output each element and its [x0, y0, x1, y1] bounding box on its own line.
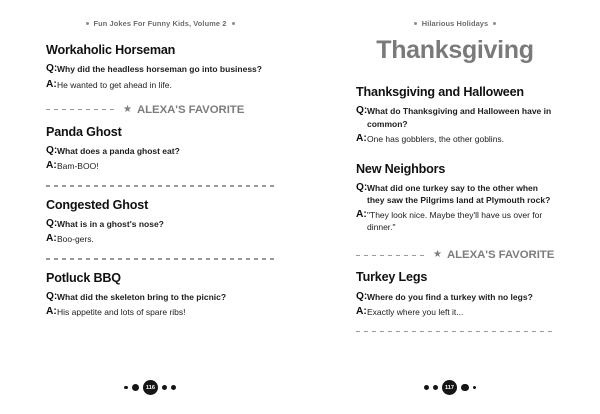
question-label: Q:: [356, 290, 368, 302]
joke-question: [356, 105, 554, 129]
right-page-folio: [300, 380, 600, 395]
question-text: What does a panda ghost eat?: [57, 146, 180, 157]
question-text: Why did the headless horseman go into business?: [57, 64, 262, 75]
joke-answer: [46, 233, 274, 245]
joke-entry: [356, 162, 554, 234]
question-label: Q:: [46, 63, 58, 75]
alexas-favorite-label: ALEXA'S FAVORITE: [136, 103, 245, 116]
folio-dot-icon: [433, 385, 438, 390]
joke-question: [356, 291, 554, 303]
answer-label: A:: [356, 209, 367, 221]
joke-question: [46, 145, 274, 157]
page-number: 117: [442, 380, 457, 395]
folio-dot-icon: [473, 386, 477, 390]
question-text: What is in a ghost's nose?: [57, 219, 164, 230]
right-page: [300, 0, 600, 414]
answer-label: A:: [46, 160, 57, 172]
joke-entry: [46, 43, 274, 91]
answer-text: Boo-gers.: [57, 234, 94, 245]
question-text: What did the skeleton bring to the picnic?: [57, 292, 227, 303]
joke-answer: [356, 133, 554, 145]
answer-text: He wanted to get ahead in life.: [57, 79, 172, 90]
alexas-favorite-marker: [46, 104, 274, 116]
joke-entry: [356, 270, 554, 318]
question-label: Q:: [46, 218, 58, 230]
ornament-dot-icon: [414, 22, 417, 25]
answer-text: His appetite and lots of spare ribs!: [57, 307, 186, 318]
folio-dot-icon: [461, 384, 469, 392]
joke-question: [46, 291, 274, 303]
section-divider: [46, 185, 274, 187]
joke-answer: [46, 79, 274, 91]
answer-text: Exactly where you left it...: [367, 306, 464, 317]
star-icon: ★: [433, 249, 442, 261]
joke-question: [46, 63, 274, 75]
joke-entry: [46, 125, 274, 173]
right-running-head: [356, 0, 554, 28]
answer-text: Bam-BOO!: [57, 161, 99, 172]
folio-dot-icon: [162, 385, 167, 390]
joke-entry: [46, 271, 274, 319]
alexas-favorite-marker: [356, 249, 554, 261]
section-divider: [356, 331, 554, 333]
folio-dot-icon: [171, 385, 176, 390]
joke-title: Workaholic Horseman: [46, 43, 176, 57]
chapter-title: Thanksgiving: [376, 36, 534, 64]
joke-title: Congested Ghost: [46, 197, 149, 212]
question-label: Q:: [356, 105, 368, 117]
question-text: What do Thanksgiving and Halloween have in common?: [367, 106, 552, 129]
ornament-dot-icon: [493, 22, 496, 25]
answer-label: A:: [46, 78, 57, 90]
answer-label: A:: [356, 132, 367, 144]
answer-text: One has gobblers, the other goblins.: [367, 133, 505, 144]
question-text: Where do you find a turkey with no legs?: [367, 291, 533, 302]
answer-label: A:: [46, 233, 57, 245]
left-running-head-text: Fun Jokes For Funny Kids, Volume 2: [93, 19, 227, 28]
ornament-dot-icon: [232, 22, 235, 25]
joke-answer: [356, 306, 554, 318]
question-label: Q:: [46, 291, 58, 303]
folio-dot-icon: [424, 385, 429, 390]
left-running-head: [46, 0, 274, 28]
joke-question: [356, 182, 554, 206]
dashed-rule: [46, 109, 118, 111]
joke-title: Panda Ghost: [46, 124, 122, 139]
joke-answer: [46, 160, 274, 172]
star-icon: ★: [123, 103, 132, 115]
folio-dot-icon: [124, 386, 128, 390]
question-label: Q:: [356, 182, 368, 194]
joke-answer: [356, 209, 554, 233]
page-number: 116: [143, 380, 158, 395]
answer-label: A:: [356, 305, 367, 317]
dashed-rule: [356, 255, 428, 257]
joke-title: Turkey Legs: [356, 270, 428, 285]
joke-title: Thanksgiving and Halloween: [356, 85, 524, 99]
joke-entry: [356, 85, 554, 145]
question-text: What did one turkey say to the other when they saw the Pilgrims land at Plymouth rock?: [367, 183, 551, 206]
joke-title: New Neighbors: [356, 161, 446, 176]
answer-text: "They look nice. Maybe they'll have us over for dinner.": [367, 210, 543, 233]
joke-entry: [46, 198, 274, 246]
question-label: Q:: [46, 145, 58, 157]
joke-answer: [46, 306, 274, 318]
section-divider: [46, 258, 274, 260]
answer-label: A:: [46, 306, 57, 318]
folio-dot-icon: [132, 384, 140, 392]
left-page-folio: [0, 380, 300, 395]
joke-question: [46, 218, 274, 230]
ornament-dot-icon: [86, 22, 89, 25]
right-running-head-text: Hilarious Holidays: [421, 19, 489, 28]
alexas-favorite-label: ALEXA'S FAVORITE: [446, 249, 555, 262]
joke-title: Potluck BBQ: [46, 270, 121, 285]
